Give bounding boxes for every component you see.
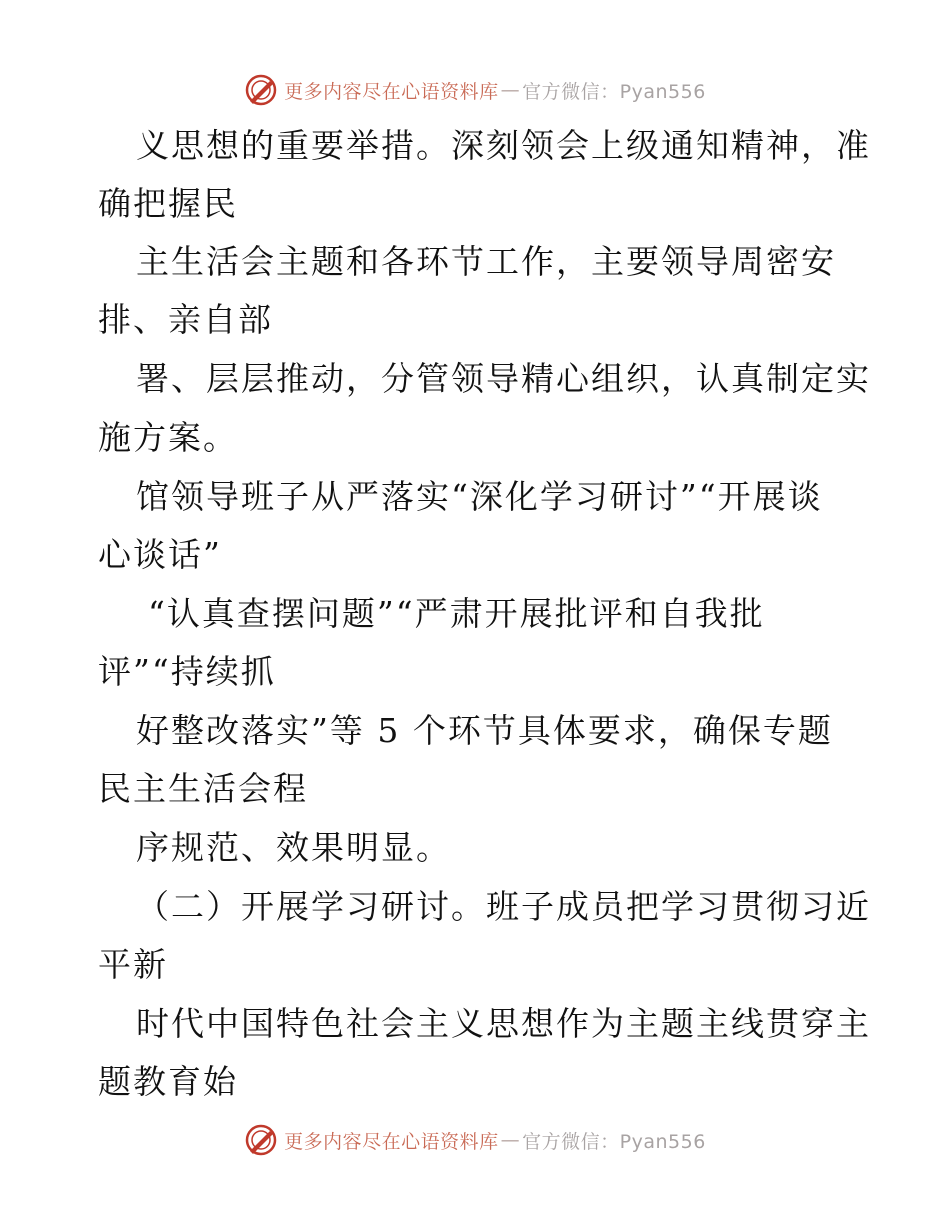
text-line: 评”“持续抓 bbox=[98, 652, 276, 691]
footer-watermark bbox=[0, 1118, 950, 1162]
text-line: 题教育始 bbox=[98, 1062, 238, 1101]
text-line: 好整改落实”等 5 个环节具体要求，确保专题 bbox=[136, 711, 833, 750]
pen-logo-icon bbox=[244, 73, 278, 107]
watermark-wechat-text: 官方微信：Pyan556 bbox=[522, 1130, 706, 1153]
text-line: 施方案。 bbox=[98, 418, 238, 457]
watermark-dash: — bbox=[500, 79, 521, 101]
text-line: 平新 bbox=[98, 945, 168, 984]
watermark-main-text: 更多内容尽在心语资料库 bbox=[284, 80, 499, 103]
watermark-main-text: 更多内容尽在心语资料库 bbox=[284, 1130, 499, 1153]
header-watermark bbox=[0, 68, 950, 112]
text-line: 排、亲自部 bbox=[98, 300, 273, 339]
text-line: 署、层层推动，分管领导精心组织，认真制定实 bbox=[136, 359, 871, 398]
text-line: 馆领导班子从严落实“深化学习研讨”“开展谈 bbox=[136, 477, 823, 516]
text-line: 义思想的重要举措。深刻领会上级通知精神，准 bbox=[136, 126, 871, 165]
text-line: 心谈话” bbox=[98, 535, 222, 574]
watermark-dash: — bbox=[500, 1129, 521, 1151]
text-line: 时代中国特色社会主义思想作为主题主线贯穿主 bbox=[136, 1004, 871, 1043]
section-heading-line: （二）开展学习研讨。班子成员把学习贯彻习近 bbox=[136, 887, 871, 926]
text-line: 确把握民 bbox=[98, 184, 238, 223]
pen-logo-icon bbox=[244, 1123, 278, 1157]
text-line: “认真查摆问题”“严肃开展批评和自我批 bbox=[148, 594, 765, 633]
watermark-wechat-text: 官方微信：Pyan556 bbox=[522, 80, 706, 103]
text-line: 序规范、效果明显。 bbox=[136, 828, 451, 867]
text-line: 民主生活会程 bbox=[98, 769, 308, 808]
text-line: 主生活会主题和各环节工作，主要领导周密安 bbox=[136, 242, 836, 281]
